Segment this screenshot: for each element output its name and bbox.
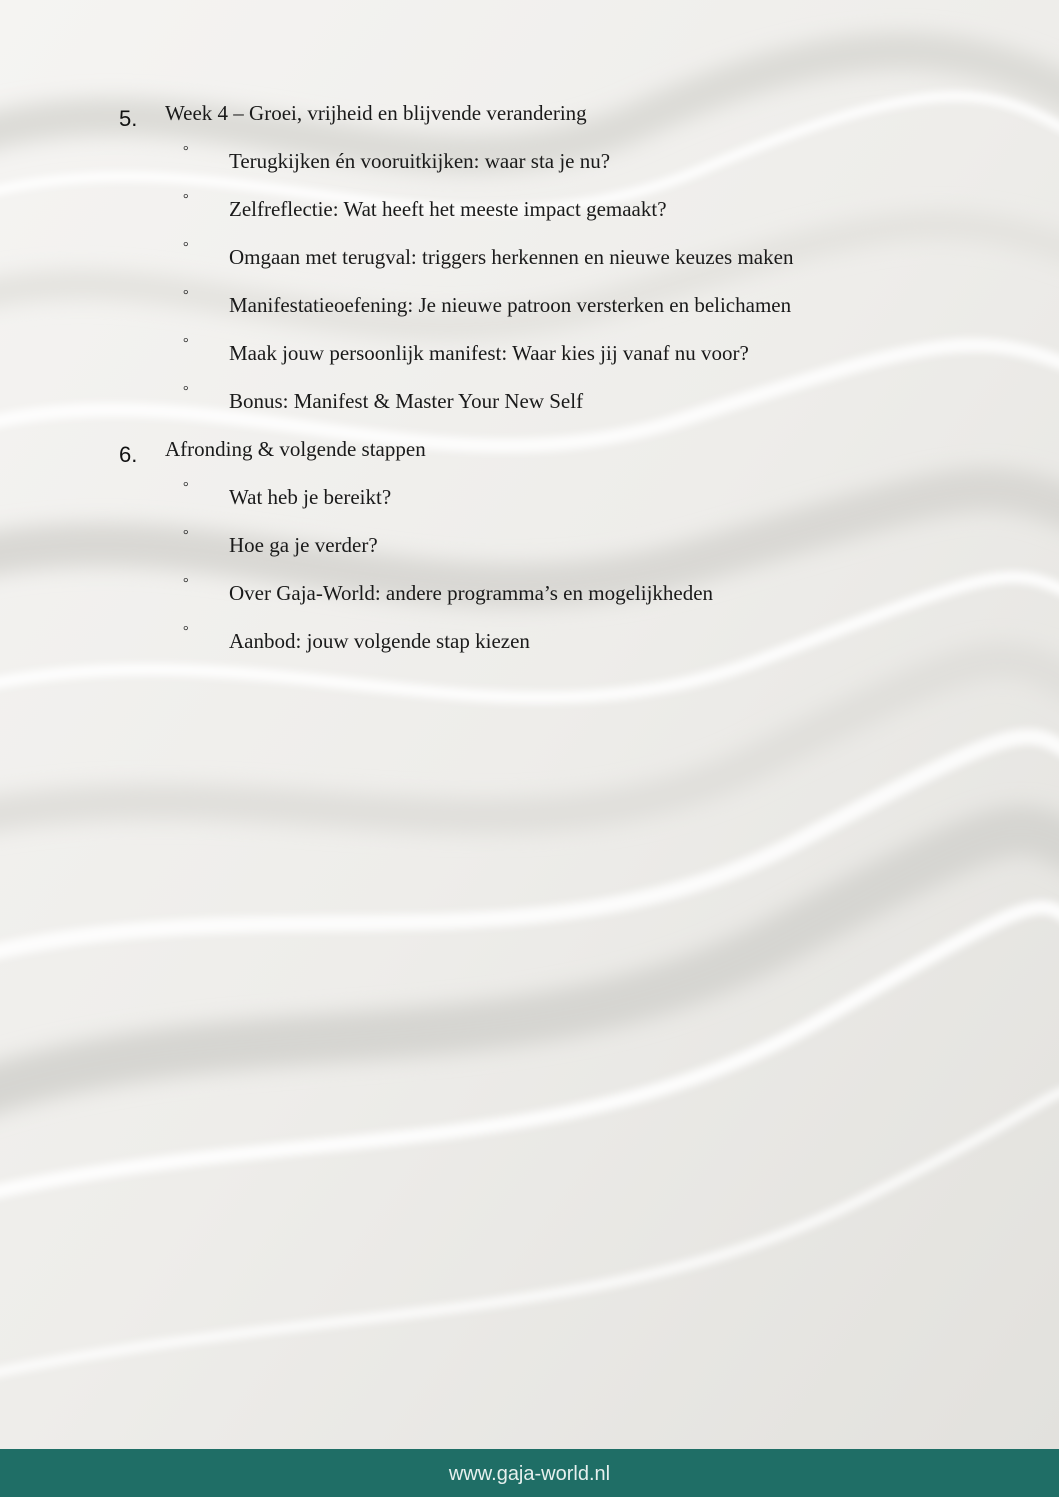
list-item: [0, 336, 1059, 370]
footer-bar: [0, 1449, 1059, 1497]
list-item-label: Zelfreflectie: Wat heeft het meeste impact gemaakt?: [229, 197, 667, 221]
section-title: Afronding & volgende stappen: [165, 437, 426, 461]
list-item: [0, 528, 1059, 562]
list-item-label: Wat heb je bereikt?: [229, 485, 392, 509]
section-number: 5.: [119, 106, 138, 131]
list-item: [0, 144, 1059, 178]
section-number: 6.: [119, 442, 138, 467]
circle-bullet-icon: °: [183, 288, 189, 303]
footer-website-link[interactable]: www.gaja-world.nl: [448, 1463, 611, 1485]
circle-bullet-icon: °: [183, 576, 189, 591]
list-item: [0, 240, 1059, 274]
circle-bullet-icon: °: [183, 480, 189, 495]
circle-bullet-icon: °: [183, 528, 189, 543]
section-title: Week 4 – Groei, vrijheid en blijvende verandering: [165, 101, 587, 125]
list-item: [0, 480, 1059, 514]
circle-bullet-icon: °: [183, 240, 189, 255]
list-item: [0, 576, 1059, 610]
circle-bullet-icon: °: [183, 336, 189, 351]
list-item-label: Bonus: Manifest & Master Your New Self: [229, 389, 584, 413]
list-item: [0, 192, 1059, 226]
list-item-label: Hoe ga je verder?: [229, 533, 378, 557]
circle-bullet-icon: °: [183, 144, 189, 159]
list-item-label: Omgaan met terugval: triggers herkennen en nieuwe keuzes maken: [229, 245, 794, 269]
list-item-label: Over Gaja-World: andere programma’s en mogelijkheden: [229, 581, 714, 605]
list-item: [0, 384, 1059, 418]
list-item: [0, 288, 1059, 322]
list-item-label: Aanbod: jouw volgende stap kiezen: [229, 629, 530, 653]
list-item-label: Terugkijken én vooruitkijken: waar sta je nu?: [229, 149, 611, 173]
circle-bullet-icon: °: [183, 384, 189, 399]
list-item: [0, 624, 1059, 658]
list-item-label: Manifestatieoefening: Je nieuwe patroon versterken en belichamen: [229, 293, 792, 317]
list-item-label: Maak jouw persoonlijk manifest: Waar kies jij vanaf nu voor?: [229, 341, 749, 365]
circle-bullet-icon: °: [183, 192, 189, 207]
circle-bullet-icon: °: [183, 624, 189, 639]
